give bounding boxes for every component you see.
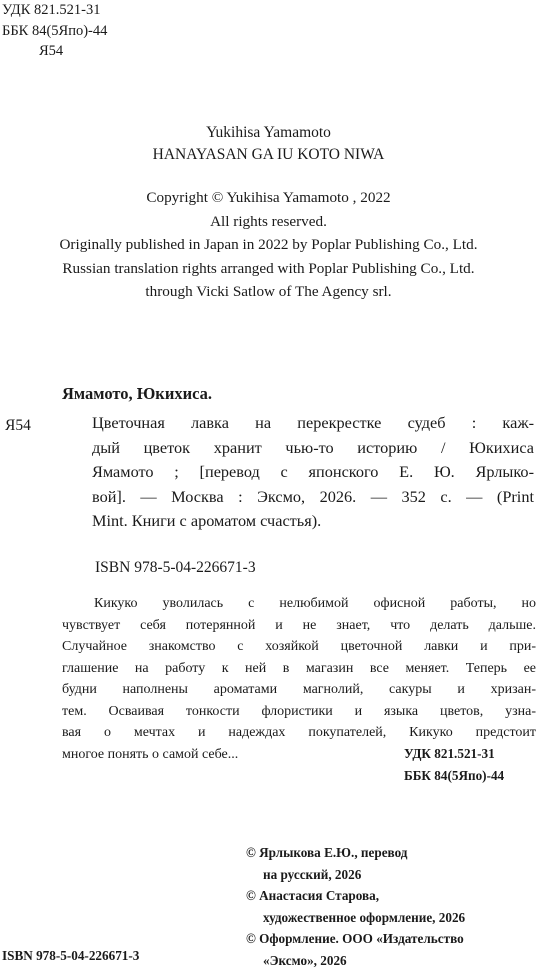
classification-block-bottom	[404, 743, 504, 786]
biblio-line: вой]. — Москва : Эксмо, 2026. — 352 с. — (Print	[92, 485, 534, 510]
annotation-line: чувствует себя потерянной и не знает, что делать дальше.	[62, 615, 536, 637]
biblio-line: Ямамото ; [перевод с японского Е. Ю. Ярлыко-	[92, 460, 534, 485]
copyright-translation: © Ярлыкова Е.Ю., перевод	[246, 842, 465, 864]
annotation	[62, 593, 536, 765]
annotation-line: тем. Осваивая тонкости флористики и языка цветов, узна-	[62, 701, 536, 723]
annotation-line: Случайное знакомство с хозяйкой цветочной лавки и при-	[62, 636, 536, 658]
catalog-heading: Ямамото, Юкихиса.	[62, 383, 212, 405]
udk-code: УДК 821.521-31	[2, 0, 107, 21]
translation-rights-line: Russian translation rights arranged with Poplar Publishing Co., Ltd.	[0, 257, 537, 281]
copyright-translation-cont: на русский, 2026	[246, 864, 465, 886]
rights-reserved-line: All rights reserved.	[0, 210, 537, 234]
copyright-illustration-cont: художественное оформление, 2026	[246, 907, 465, 929]
classification-block-top	[2, 0, 107, 62]
copyright-notices	[246, 842, 465, 971]
annotation-line: Кикуко уволилась с нелюбимой офисной работы, но	[62, 593, 536, 615]
catalog-cutter: Я54	[5, 415, 31, 437]
biblio-line: Цветочная лавка на перекрестке судеб : каж-	[92, 411, 534, 436]
originally-published-line: Originally published in Japan in 2022 by Poplar Publishing Co., Ltd.	[0, 233, 537, 257]
copyright-design-cont: «Эксмо», 2026	[246, 950, 465, 971]
original-title-block	[0, 122, 537, 166]
original-title: HANAYASAN GA IU KOTO NIWA	[0, 144, 537, 166]
annotation-line: многое понять о самой себе...	[62, 744, 536, 766]
annotation-line: глашение на работу к ней в магазин все меняет. Теперь ее	[62, 658, 536, 680]
copyright-design: © Оформление. ООО «Издательство	[246, 928, 465, 950]
copyright-line: Copyright © Yukihisa Yamamoto , 2022	[0, 186, 537, 210]
catalog-isbn: ISBN 978-5-04-226671-3	[95, 557, 256, 579]
biblio-line: Mint. Книги с ароматом счастья).	[92, 509, 534, 534]
cutter-code: Я54	[2, 41, 107, 62]
bbk-code: ББК 84(5Япо)-44	[2, 21, 107, 42]
biblio-line: дый цветок хранит чью-то историю / Юкихиса	[92, 436, 534, 461]
annotation-line: вая о мечтах и надеждах покупателей, Кикуко предстоит	[62, 722, 536, 744]
isbn-bottom: ISBN 978-5-04-226671-3	[2, 948, 139, 964]
copyright-illustration: © Анастасия Старова,	[246, 885, 465, 907]
bibliographic-description	[92, 411, 534, 534]
annotation-line: будни наполнены ароматами магнолий, сакуры и хризан-	[62, 679, 536, 701]
rights-block	[0, 186, 537, 304]
udk-code-bottom: УДК 821.521-31	[404, 743, 504, 765]
agency-line: through Vicki Satlow of The Agency srl.	[0, 280, 537, 304]
original-author: Yukihisa Yamamoto	[0, 122, 537, 144]
bbk-code-bottom: ББК 84(5Япо)-44	[404, 765, 504, 787]
